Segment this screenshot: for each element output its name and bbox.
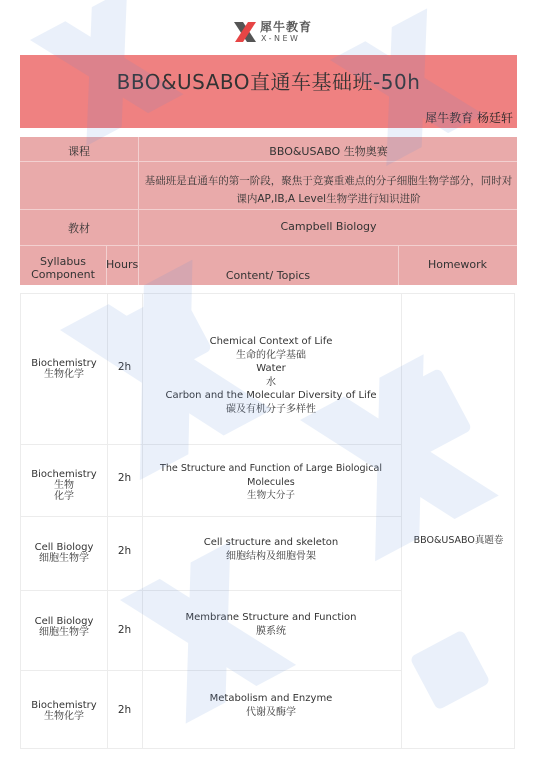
column-header-hours: Hours <box>106 258 139 271</box>
x-new-logo-icon <box>232 19 258 45</box>
description-line: 课内AP,IB,A Level生物学进行知识进阶 <box>236 193 421 205</box>
column-header-row <box>20 245 517 285</box>
table-row-hours: 2h <box>117 704 132 716</box>
column-header-component: Syllabus Component <box>31 255 95 281</box>
table-row-topics: Membrane Structure and Function 膜系统 <box>185 612 357 637</box>
table-row-topics: Chemical Context of Life 生命的化学基础 Water 水 Carbon and the Molecular Diversity of Life 碳及有机分子多样性 <box>165 336 377 415</box>
textbook-row <box>20 209 517 245</box>
logo-name-cn: 犀牛教育 <box>260 20 313 34</box>
table-row-hours: 2h <box>117 624 132 636</box>
table-row-component: Cell Biology 细胞生物学 <box>34 542 94 564</box>
course-value: BBO&USABO 生物奥赛 <box>269 145 388 158</box>
course-row <box>20 137 517 161</box>
course-label: 课程 <box>68 145 90 158</box>
table-row-hours: 2h <box>117 472 132 484</box>
author-band <box>20 106 517 128</box>
textbook-label: 教材 <box>68 222 90 235</box>
table-row-topics: The Structure and Function of Large Biological Molecules 生物大分子 <box>159 463 383 501</box>
table-row-hours: 2h <box>117 361 132 373</box>
table-row-component: Biochemistry 生物化学 <box>31 700 97 722</box>
table-row-component: Biochemistry 生物化学 <box>31 358 97 380</box>
table-row-component: Biochemistry 生物 化学 <box>31 469 97 502</box>
table-row-topics: Cell structure and skeleton 细胞结构及细胞骨架 <box>203 537 339 562</box>
column-header-homework: Homework <box>427 258 488 271</box>
table-row-topics: Metabolism and Enzyme 代谢及酶学 <box>209 693 333 718</box>
syllabus-table <box>20 293 515 749</box>
textbook-value: Campbell Biology <box>280 220 377 233</box>
description-row <box>20 161 517 209</box>
page-title: BBO&USABO直通车基础班-50h <box>116 70 421 94</box>
brand-logo <box>232 17 322 47</box>
description-line: 基础班是直通车的第一阶段，聚焦于竞赛重难点的分子细胞生物学部分，同时对 <box>144 175 513 187</box>
table-row-component: Cell Biology 细胞生物学 <box>34 616 94 638</box>
author-label: 犀牛教育 杨廷轩 <box>425 111 513 125</box>
homework-value: BBO&USABO真题卷 <box>413 535 504 546</box>
table-row-hours: 2h <box>117 545 132 557</box>
logo-name-en: X-NEW <box>261 34 301 43</box>
title-band <box>20 55 517 106</box>
column-header-topics: Content/ Topics <box>225 269 311 282</box>
course-description <box>140 172 517 208</box>
